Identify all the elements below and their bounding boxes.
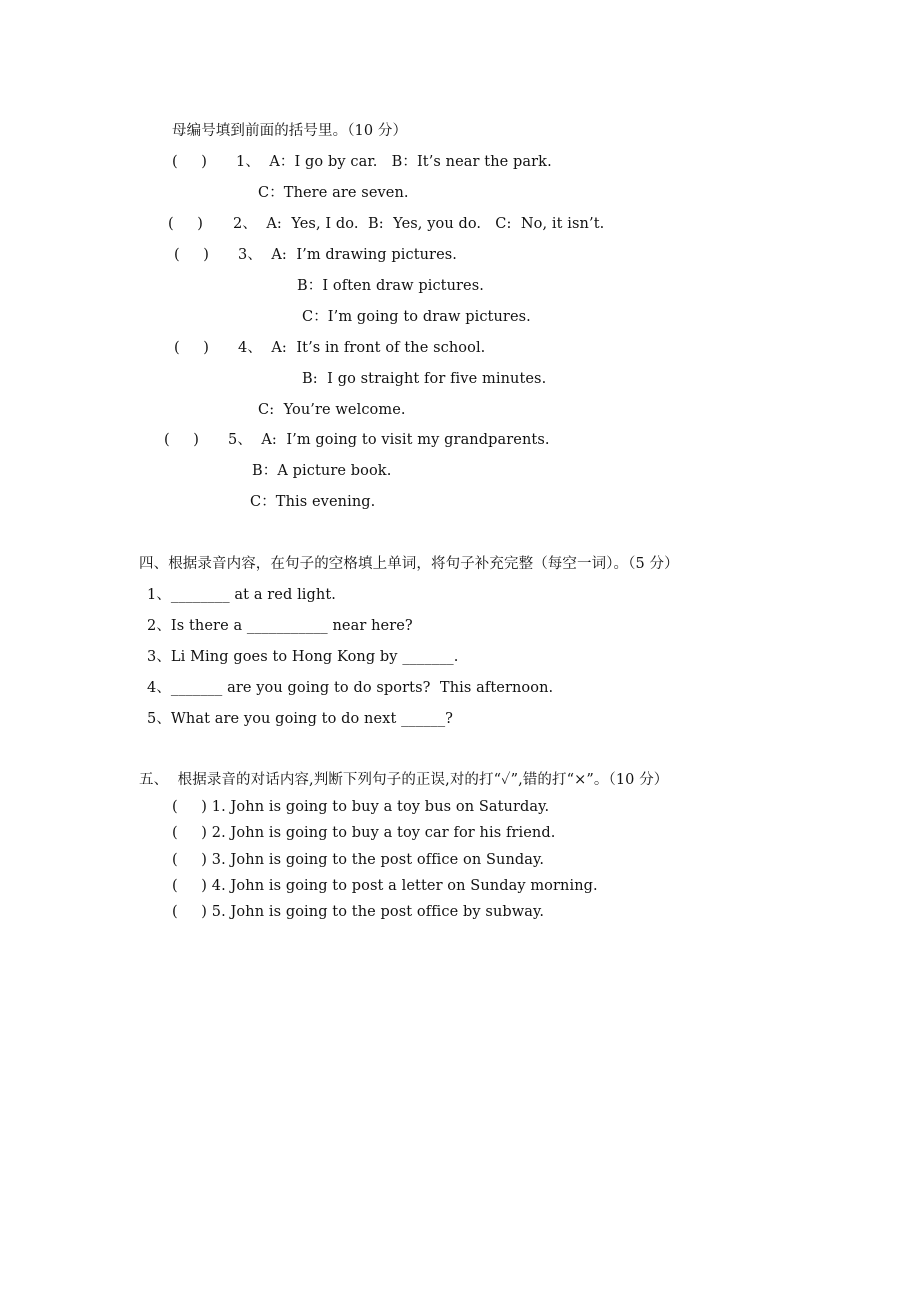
q4-option-b: B: I go straight for five minutes. <box>302 371 547 387</box>
q2-answer-paren: ( ) <box>168 216 204 232</box>
q5-option-a: 5、 A: I’m going to visit my grandparents. <box>228 432 550 448</box>
q4-option-c: C: You’re welcome. <box>258 402 406 418</box>
section4-item-4: 4、_______ are you going to do sports? This afternoon. <box>147 680 554 696</box>
section4-item-5: 5、What are you going to do next ______? <box>147 711 454 727</box>
section5-item-2: ( ) 2. John is going to buy a toy car for his friend. <box>172 825 556 841</box>
q1-option-ab: 1、 A：I go by car. B：It’s near the park. <box>236 154 552 170</box>
q4-option-a: 4、 A: It’s in front of the school. <box>238 340 486 356</box>
q5-option-b: B：A picture book. <box>252 463 392 479</box>
section5-item-5: ( ) 5. John is going to the post office by subway. <box>172 904 545 920</box>
section4-title: 四、根据录音内容，在句子的空格填上单词，将句子补充完整（每空一词）。（5 分） <box>139 556 679 572</box>
q4-answer-paren: ( ) <box>174 340 210 356</box>
q2-options: 2、 A: Yes, I do. B: Yes, you do. C: No, it isn’t. <box>233 216 605 232</box>
q3-option-a: 3、 A: I’m drawing pictures. <box>238 247 458 263</box>
q3-option-c: C：I’m going to draw pictures. <box>302 309 531 325</box>
q1-option-c: C：There are seven. <box>258 185 409 201</box>
q5-option-c: C：This evening. <box>250 494 376 510</box>
q3-option-b: B：I often draw pictures. <box>297 278 484 294</box>
section4-item-3: 3、Li Ming goes to Hong Kong by _______. <box>147 649 459 665</box>
q3-answer-paren: ( ) <box>174 247 210 263</box>
section5-item-1: ( ) 1. John is going to buy a toy bus on Saturday. <box>172 799 550 815</box>
section5-item-3: ( ) 3. John is going to the post office on Sunday. <box>172 852 545 868</box>
section5-title: 五、 根据录音的对话内容,判断下列句子的正误,对的打“✓”,错的打“×”。（10 分） <box>139 772 669 788</box>
section4-item-2: 2、Is there a ___________ near here? <box>147 618 413 634</box>
q1-answer-paren: ( ) <box>172 154 208 170</box>
section3-intro: 母编号填到前面的括号里。（10 分） <box>172 123 408 139</box>
section4-item-1: 1、________ at a red light. <box>147 587 337 603</box>
q5-answer-paren: ( ) <box>164 432 200 448</box>
section5-item-4: ( ) 4. John is going to post a letter on Sunday morning. <box>172 878 598 894</box>
